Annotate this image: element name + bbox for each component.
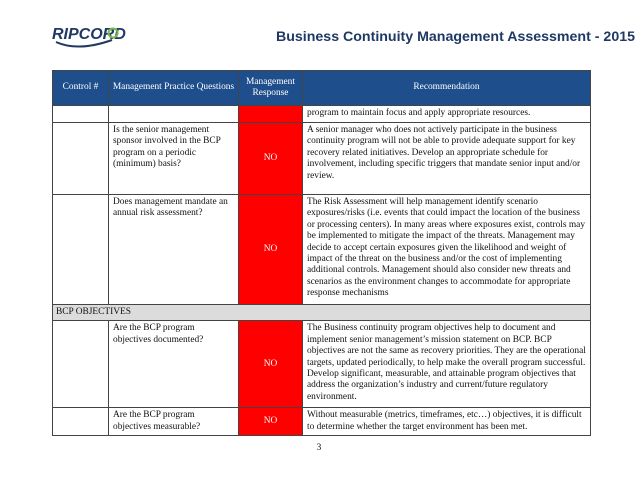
cell-recommendation: The Business continuity program objectives help to document and implement senior management’s mission statement on BCP. BCP objectives are not the same as recovery priorities. They are the operational targets, updated periodically, to help make the overall program successful. Develop significant, measurable, and attainable program objectives that address the organization’s industry and current/future regulatory environment.	[303, 321, 591, 408]
cell-question: Are the BCP program objectives documented?	[109, 321, 239, 408]
cell-question: Is the senior management sponsor involved in the BCP program on a periodic (minimum) basis?	[109, 123, 239, 195]
section-title: BCP OBJECTIVES	[53, 305, 591, 321]
table-row	[53, 106, 591, 123]
cell-recommendation: Without measurable (metrics, timeframes, etc…) objectives, it is difficult to determine whether the target environment has been met.	[303, 408, 591, 436]
page-number: 3	[316, 443, 322, 453]
header-question: Management Practice Questions	[109, 71, 239, 106]
cell-control	[53, 123, 109, 195]
cell-response: NO	[239, 321, 303, 408]
header-control: Control #	[53, 71, 109, 106]
header-recommendation: Recommendation	[303, 71, 591, 106]
cell-recommendation: program to maintain focus and apply appropriate resources.	[303, 106, 591, 123]
cell-recommendation: A senior manager who does not actively participate in the business continuity program will not be able to provide adequate support for key recovery related initiatives. Develop an appropriate schedule for involvement, including specific triggers that mandate senior input and/or review.	[303, 123, 591, 195]
section-row	[53, 305, 591, 321]
assessment-table	[52, 70, 591, 436]
logo-text: RIPCORD	[52, 26, 126, 43]
cell-response: NO	[239, 408, 303, 436]
cell-response	[239, 106, 303, 123]
header-response: Management Response	[239, 71, 303, 106]
table-header-row	[53, 71, 591, 106]
cell-response: NO	[239, 123, 303, 195]
cell-control	[53, 408, 109, 436]
table-row	[53, 123, 591, 195]
ripcord-logo	[52, 22, 130, 52]
cell-control	[53, 195, 109, 305]
cell-control	[53, 321, 109, 408]
cell-question	[109, 106, 239, 123]
cell-response: NO	[239, 195, 303, 305]
cell-question: Does management mandate an annual risk assessment?	[109, 195, 239, 305]
cell-recommendation: The Risk Assessment will help management identify scenario exposures/risks (i.e. events that could impact the location of the business or processing centers). In many areas where exposures exist, controls may be implemented to mitigate the impact of the threats. Management may decide to accept certain exposures given the likelihood and weight of impact of the threat on the business and/or the cost of implementing additional controls. Management should also consider new threats and scenarios as the environment changes to accommodate for appropriate response mechanisms	[303, 195, 591, 305]
table-row	[53, 321, 591, 408]
page-title: Business Continuity Management Assessment - 2015	[276, 29, 635, 45]
table-row	[53, 195, 591, 305]
cell-question: Are the BCP program objectives measurable?	[109, 408, 239, 436]
table-row	[53, 408, 591, 436]
cell-control	[53, 106, 109, 123]
